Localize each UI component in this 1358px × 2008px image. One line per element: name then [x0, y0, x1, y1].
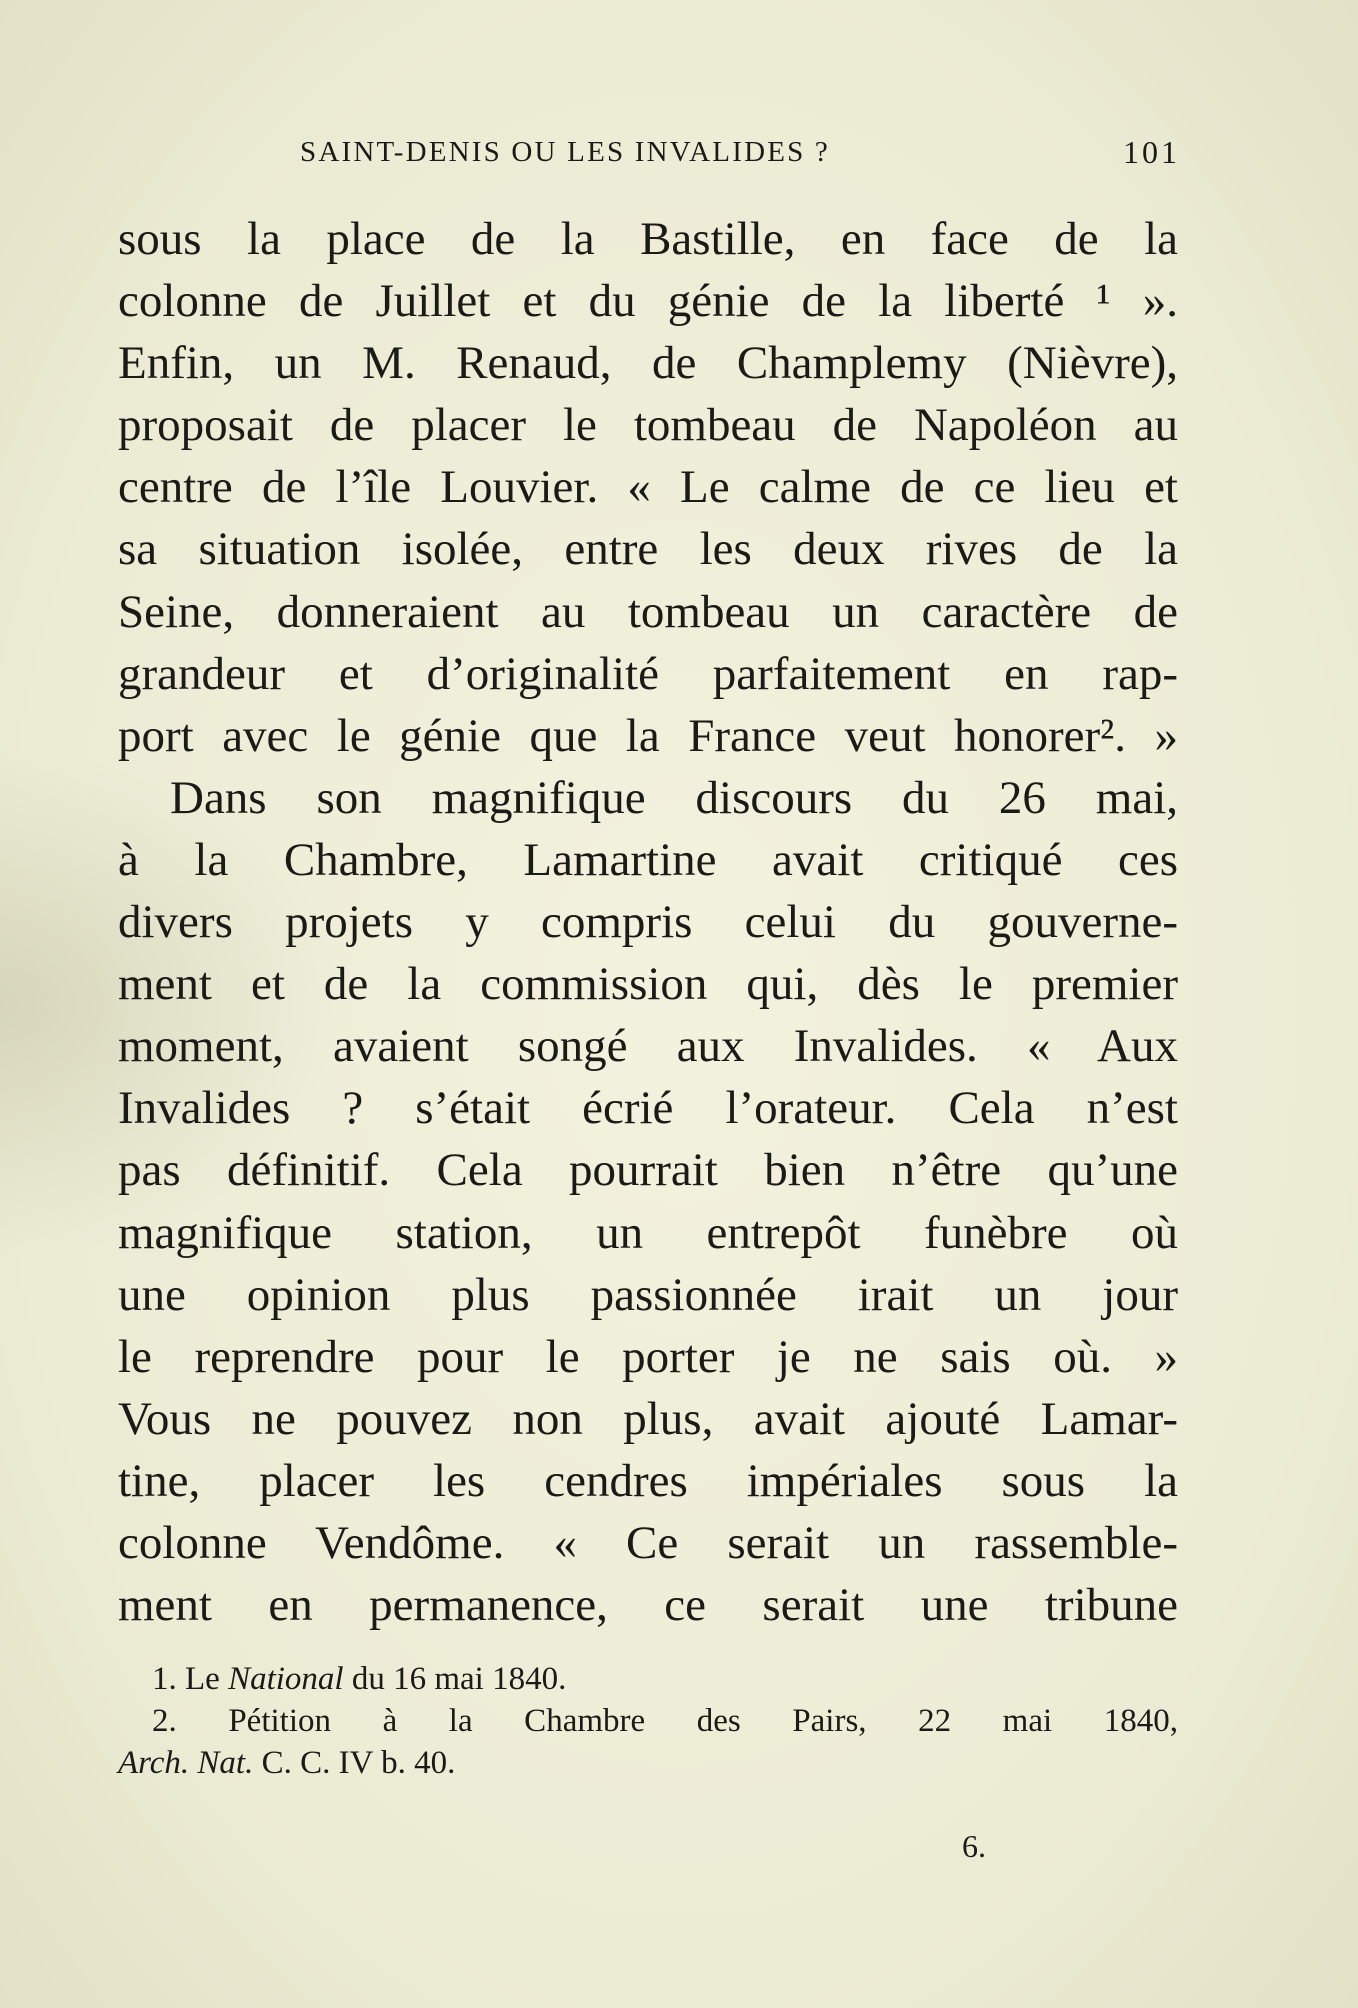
text-line: pas définitif. Cela pourrait bien n’être qu’une: [118, 1144, 1178, 1197]
footnote-2-line-2: [118, 1742, 1178, 1784]
running-head: [300, 136, 1180, 180]
footnote-1: [118, 1658, 1178, 1700]
text-line: proposait de placer le tombeau de Napoléon au: [118, 399, 1178, 452]
footnote-1-suffix: du 16 mai 1840.: [343, 1661, 567, 1697]
text-line: Seine, donneraient au tombeau un caractère de: [118, 585, 1178, 638]
text-line: ment et de la commission qui, dès le premier: [118, 958, 1178, 1011]
text-line: tine, placer les cendres impériales sous la: [118, 1454, 1178, 1507]
text-line: sa situation isolée, entre les deux rives de la: [118, 523, 1178, 576]
text-line: centre de l’île Louvier. « Le calme de ce lieu et: [118, 461, 1178, 514]
signature-mark: 6.: [962, 1828, 986, 1864]
text-line: Vous ne pouvez non plus, avait ajouté Lamar-: [118, 1392, 1178, 1445]
text-line: port avec le génie que la France veut honorer². »: [118, 709, 1178, 762]
footnote-2-italic: Arch. Nat.: [118, 1745, 254, 1781]
text-line: grandeur et d’originalité parfaitement en rap-: [118, 647, 1178, 700]
text-line: Enfin, un M. Renaud, de Champlemy (Nièvre),: [118, 337, 1178, 390]
footnote-1-italic: National: [228, 1661, 344, 1697]
footnote-2-suffix: C. C. IV b. 40.: [253, 1745, 456, 1781]
footnotes: [118, 1658, 1178, 1784]
text-line: le reprendre pour le porter je ne sais où. »: [118, 1330, 1178, 1383]
text-line: moment, avaient songé aux Invalides. « Aux: [118, 1020, 1178, 1073]
text-line: une opinion plus passionnée irait un jour: [118, 1268, 1178, 1321]
page-number: 101: [1123, 134, 1180, 170]
running-title: SAINT-DENIS OU LES INVALIDES ?: [300, 136, 830, 168]
text-line: colonne Vendôme. « Ce serait un rassemble-: [118, 1516, 1178, 1569]
body-text: [118, 208, 1178, 1636]
paragraph-start-line: Dans son magnifique discours du 26 mai,: [170, 771, 1178, 824]
text-line: divers projets y compris celui du gouverne-: [118, 896, 1178, 949]
text-line: Invalides ? s’était écrié l’orateur. Cela n’est: [118, 1082, 1178, 1135]
footnote-2-line-1: 2. Pétition à la Chambre des Pairs, 22 mai 1840,: [152, 1703, 1178, 1739]
footnote-1-prefix: 1. Le: [152, 1661, 229, 1697]
text-line: ment en permanence, ce serait une tribune: [118, 1579, 1178, 1632]
text-line: à la Chambre, Lamartine avait critiqué ces: [118, 833, 1178, 886]
text-line: colonne de Juillet et du génie de la liberté ¹ ».: [118, 275, 1178, 328]
text-line: sous la place de la Bastille, en face de la: [118, 213, 1178, 265]
text-line: magnifique station, un entrepôt funèbre où: [118, 1206, 1178, 1259]
